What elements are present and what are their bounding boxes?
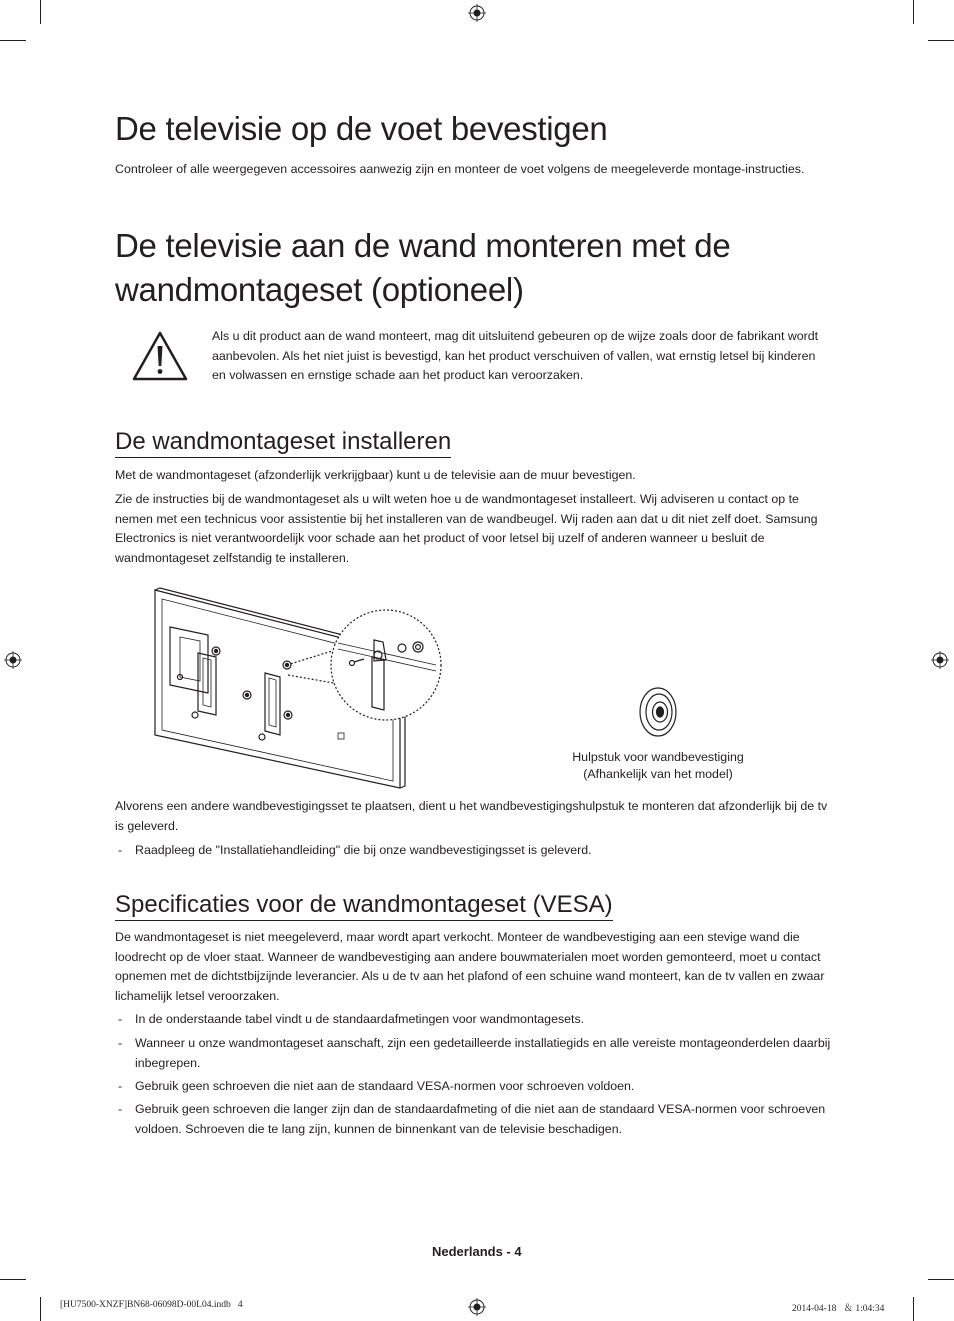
install-p2: Zie de instructies bij de wandmontageset als u wilt weten hoe u de wandmontageset installeert. Wij adviseren u contact op te nemen met een technicus voor assistentie bij het installeren van de wandbeugel. Wij raden aan dat u dit niet zelf doet. Samsung Electronics is niet verantwoordelijk voor schade aan het product of voor letsel bij uzelf of anderen wanneer u besluit de wandmontageset zelfstandig te installeren. [115,492,818,565]
page-number: Nederlands - 4 [432,1244,522,1259]
registration-mark-icon [468,4,486,22]
wall-heading-line1: De televisie aan de wand monteren met de [115,227,731,264]
stand-heading: De televisie op de voet bevestigen [115,110,608,147]
vesa-note-4: Gebruik geen schroeven die langer zijn dan de standaardafmeting of die niet aan de standaard VESA-normen voor schroeven voldoen. Schroeven die te lang zijn, kunnen de binnenkant van de televisie beschadigen. [135,1102,826,1136]
vesa-heading: Specificaties voor de wandmontageset (VESA) [115,890,613,921]
install-note: Raadpleeg de "Installatiehandleiding" die bij onze wandbevestigingsset is geleverd. [135,843,592,857]
wall-mount-adapter-icon [638,686,678,738]
date-info: 2014-04-18 ＆ 1:04:34 [792,1304,885,1314]
file-info: [HU7500-XNZF]BN68-06098D-00L04.indb 4 [60,1300,243,1310]
registration-mark-icon [931,651,949,669]
crop-mark [928,40,954,41]
crop-mark [913,0,914,24]
tv-wall-mount-illustration [150,585,445,790]
wall-heading-line2: wandmontageset (optioneel) [115,271,524,308]
vesa-p1: De wandmontageset is niet meegeleverd, maar wordt apart verkocht. Monteer de wandbevestiging aan een stevige wand die loodrecht op de vloer staat. Wanneer de wandbevestiging aan andere bouwmaterialen moet worden gemonteerd, moet u contact opnemen met de dichtstbijzijnde leverancier. Als u de tv aan het plafond of een schuine wand monteert, kan de tv vallen en zwaar lichamelijk letsel veroorzaken. [115,930,825,1003]
warning-triangle-icon [131,330,189,382]
vesa-note-2: Wanneer u onze wandmontageset aanschaft, zijn een gedetailleerde installatiegids en alle vereiste montageonderdelen daarbij inbegrepen. [135,1036,831,1070]
install-heading: De wandmontageset installeren [115,427,451,458]
note-dash: - [118,1079,123,1093]
install-p1: Met de wandmontageset (afzonderlijk verkrijgbaar) kunt u de televisie aan de muur bevestigen. [115,468,636,482]
registration-mark-icon [468,1298,486,1316]
note-dash: - [118,1012,123,1026]
crop-mark [40,0,41,24]
adapter-caption-line1: Hulpstuk voor wandbevestiging [572,750,744,764]
crop-mark [40,1297,41,1321]
crop-mark [0,40,26,41]
note-dash: - [118,843,123,857]
stand-text: Controleer of alle weergegeven accessoires aanwezig zijn en monteer de voet volgens de meegeleverde montage-instructies. [115,162,805,176]
note-dash: - [118,1102,123,1116]
warning-text: Als u dit product aan de wand monteert, mag dit uitsluitend gebeuren op de wijze zoals door de fabrikant wordt aanbevolen. Als het niet juist is bevestigd, kan het product verschuiven of vallen, wat ernstig letsel bij kinderen en volwassen en ernstige schade aan het product kan veroorzaken. [212,329,819,382]
adapter-caption-line2: (Afhankelijk van het model) [583,767,733,781]
crop-mark [928,1279,954,1280]
install-p3: Alvorens een andere wandbevestigingsset te plaatsen, dient u het wandbevestigingshulpstuk te monteren dat afzonderlijk bij de tv is geleverd. [115,799,828,833]
vesa-note-1: In de onderstaande tabel vindt u de standaardafmetingen voor wandmontagesets. [135,1012,585,1026]
registration-mark-icon [4,651,22,669]
vesa-note-3: Gebruik geen schroeven die niet aan de standaard VESA-normen voor schroeven voldoen. [135,1079,635,1093]
crop-mark [913,1297,914,1321]
crop-mark [0,1279,26,1280]
note-dash: - [118,1036,123,1050]
